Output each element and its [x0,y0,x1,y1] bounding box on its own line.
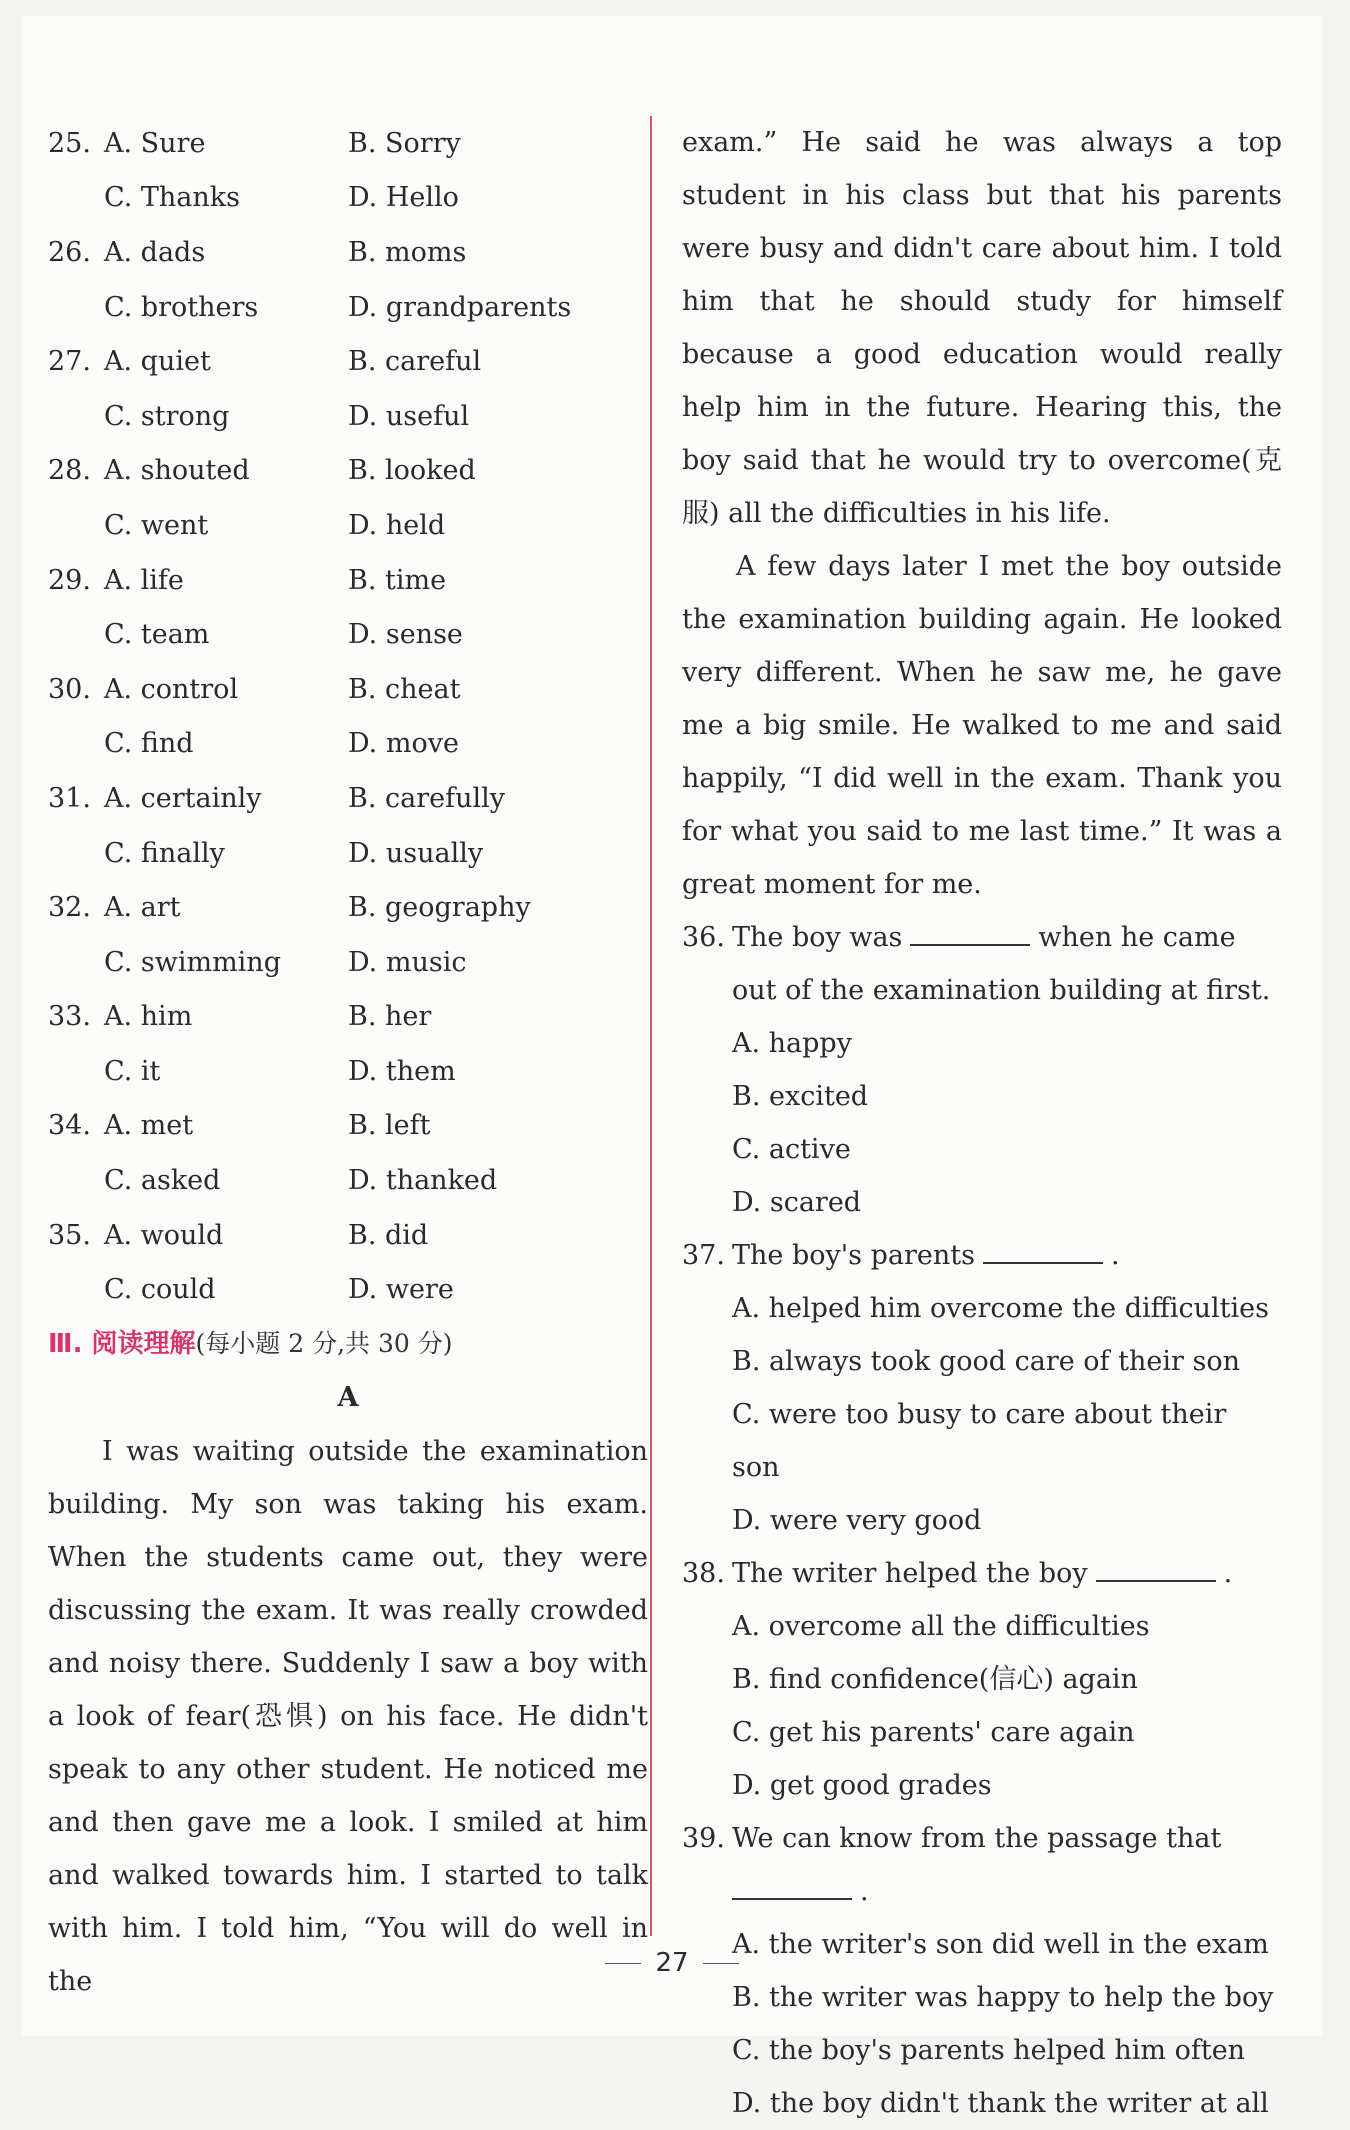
passage-paragraph-1-continued: exam.” He said he was always a top student in his class but that his parents were busy and didn't care about him. I told him that he should study for himself because a good education would really help him in the future. Hearing this, the boy said that he would try to overcome(克服) all the difficulties in his life. [682,127,1282,529]
option-row: C. could D. were [104,1274,454,1306]
option-row: C. asked D. thanked [104,1165,498,1197]
column-divider [650,116,652,1936]
option-row: 33. A. him B. her [48,1001,432,1033]
passage-title: A [337,1382,359,1414]
answer-blank [1096,1556,1216,1582]
option-d: D. get good grades [732,1770,992,1801]
option-d: D. were very good [732,1505,982,1536]
option-row: 26. A. dads B. moms [48,236,467,268]
option-row: C. it D. them [104,1055,456,1087]
option-a: A. helped him overcome the difficulties [732,1293,1269,1324]
option-row: 25. A. Sure B. Sorry [48,127,461,159]
option-a: A. overcome all the difficulties [732,1611,1150,1642]
passage-paragraph-1: I was waiting outside the examination building. My son was taking his exam. When the students came out, they were discussing the exam. It was really crowded and noisy there. Suddenly I saw a boy with a look of fear(恐惧) on his face. He didn't speak to any other student. He noticed me and then gave me a look. I smiled at him and walked towards him. I started to talk with him. I told him, “You will do well in the [48,1436,648,1998]
question-39: 39. We can know from the passage that . A. the writer's son did well in the exam B. the writer was happy to help the boy C. the boy's parents helped him often D. the boy didn't thank the writer at all [682,1812,1282,2130]
option-row: C. swimming D. music [104,946,467,978]
option-a: A. the writer's son did well in the exam [732,1929,1269,1960]
question-36: 36. The boy was when he came out of the examination building at first. A. happy B. excited C. active D. scared [682,911,1282,1229]
answer-blank [983,1238,1103,1264]
option-row: C. strong D. useful [104,400,470,432]
option-row: C. Thanks D. Hello [104,182,459,214]
right-column [682,116,1282,2130]
option-row: 34. A. met B. left [48,1110,431,1142]
answer-blank [910,920,1030,946]
option-row: 32. A. art B. geography [48,892,531,924]
option-row: C. team D. sense [104,619,463,651]
answer-blank [732,1874,852,1900]
option-row: C. brothers D. grandparents [104,291,572,323]
option-row: 29. A. life B. time [48,564,447,596]
option-b: B. the writer was happy to help the boy [732,1982,1274,2013]
question-38: 38. The writer helped the boy . A. overcome all the difficulties B. find confidence(信心) again C. get his parents' care again D. get good grades [682,1547,1282,1812]
question-37: 37. The boy's parents . A. helped him overcome the difficulties B. always took good care of their son C. were too busy to care about their son D. were very good [682,1229,1282,1547]
option-row: C. find D. move [104,728,459,760]
section-heading: Ⅲ. 阅读理解(每小题 2 分,共 30 分) [48,1329,453,1360]
worksheet-page [22,16,1322,2119]
option-b: B. find confidence(信心) again [732,1664,1138,1695]
option-a: A. happy [732,1028,852,1059]
option-c: C. active [732,1134,851,1165]
option-c: C. were too busy to care about their son [732,1399,1227,1483]
option-row: 28. A. shouted B. looked [48,455,476,487]
option-row: 30. A. control B. cheat [48,673,461,705]
option-b: B. excited [732,1081,869,1112]
option-row: 35. A. would B. did [48,1219,429,1251]
page-number: 27 [22,1948,1322,1978]
cloze-options [48,116,648,1317]
option-c: C. the boy's parents helped him often [732,2035,1246,2066]
option-row: 27. A. quiet B. careful [48,346,482,378]
option-d: D. the boy didn't thank the writer at all [732,2088,1269,2119]
option-b: B. always took good care of their son [732,1346,1240,1377]
option-row: C. finally D. usually [104,837,484,869]
option-c: C. get his parents' care again [732,1717,1135,1748]
option-row: C. went D. held [104,509,446,541]
passage-paragraph-2: A few days later I met the boy outside the examination building again. He looked very different. When he saw me, he gave me a big smile. He walked to me and said happily, “I did well in the exam. Thank you for what you said to me last time.” It was a great moment for me. [682,551,1282,900]
option-d: D. scared [732,1187,862,1218]
option-row: 31. A. certainly B. carefully [48,782,506,814]
left-column [48,116,648,2008]
